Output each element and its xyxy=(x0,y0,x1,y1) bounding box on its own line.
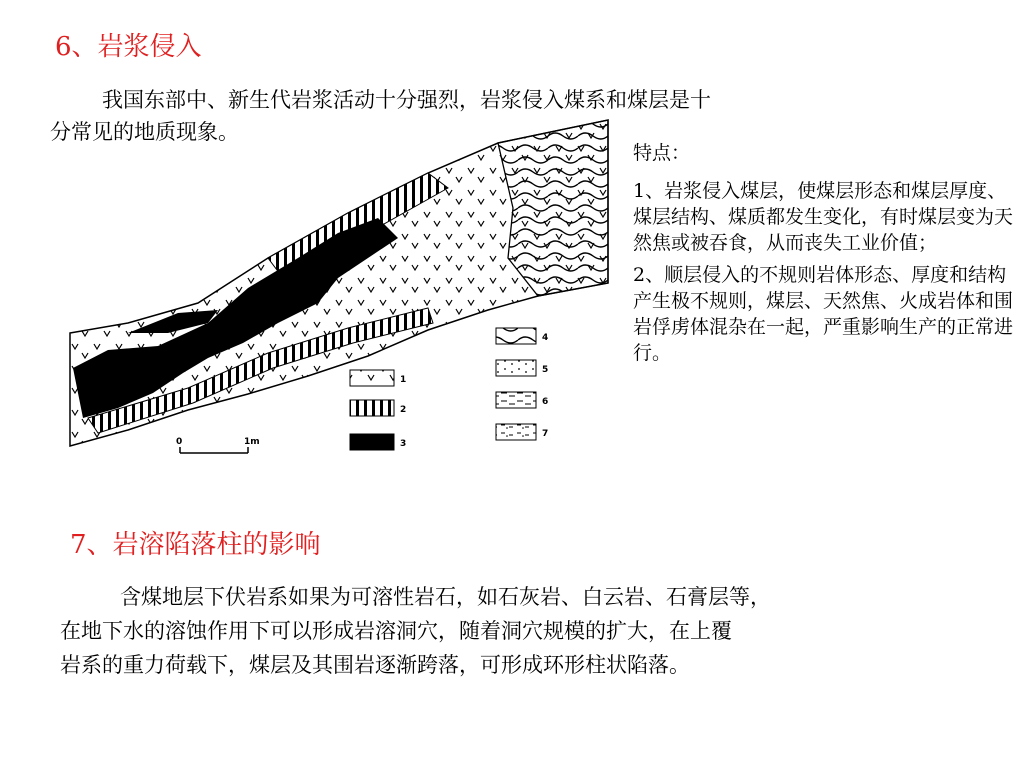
scale-start-label: 0 xyxy=(176,437,183,447)
legend-swatch-7 xyxy=(496,424,536,440)
section7-line2: 在地下水的溶蚀作用下可以形成岩溶洞穴，随着洞穴规模的扩大，在上覆 xyxy=(60,619,732,643)
scale-end-label: 1m xyxy=(244,437,260,447)
legend-label-1: 1 xyxy=(400,375,407,385)
legend-swatch-4 xyxy=(496,328,536,344)
section7-line1: 含煤地层下伏岩系如果为可溶性岩石，如石灰岩、白云岩、石膏层等， xyxy=(120,585,771,609)
section7-paragraph xyxy=(60,580,1010,682)
geology-figure xyxy=(68,118,613,458)
legend-label-5: 5 xyxy=(542,365,549,375)
legend-swatch-3 xyxy=(350,434,394,450)
legend-swatch-1 xyxy=(350,370,394,386)
features-heading: 特点： xyxy=(633,142,691,164)
magma-intrusion-diagram xyxy=(68,118,613,458)
feature-item-2: 2、顺层侵入的不规则岩体形态、厚度和结构产生极不规则，煤层、天然焦、火成岩体和围岩俘虏体混杂在一起，严重影响生产的正常进行。 xyxy=(633,264,1014,364)
legend-swatch-6 xyxy=(496,392,536,408)
scale-bar xyxy=(176,437,260,453)
section6-intro-line1: 我国东部中、新生代岩浆活动十分强烈，岩浆侵入煤系和煤层是十 xyxy=(102,88,711,112)
legend-label-6: 6 xyxy=(542,397,549,407)
section6-intro-line2: 分常见的地质现象。 xyxy=(50,120,239,144)
legend-swatch-2 xyxy=(350,400,394,416)
legend-label-4: 4 xyxy=(542,333,549,343)
feature-item-1: 1、岩浆侵入煤层，使煤层形态和煤层厚度、煤层结构、煤质都发生变化，有时煤层变为天然焦或被吞食，从而丧失工业价值； xyxy=(633,180,1014,254)
section7-line3: 岩系的重力荷载下，煤层及其围岩逐渐跨落，可形成环形柱状陷落。 xyxy=(60,653,690,677)
section6-title: 6、岩浆侵入 xyxy=(55,32,202,62)
section7-title: 7、岩溶陷落柱的影响 xyxy=(70,530,321,560)
features-panel xyxy=(633,140,1013,372)
legend-label-3: 3 xyxy=(400,439,407,449)
legend-label-7: 7 xyxy=(542,429,549,439)
legend-label-2: 2 xyxy=(400,405,407,415)
legend-swatch-5 xyxy=(496,360,536,376)
